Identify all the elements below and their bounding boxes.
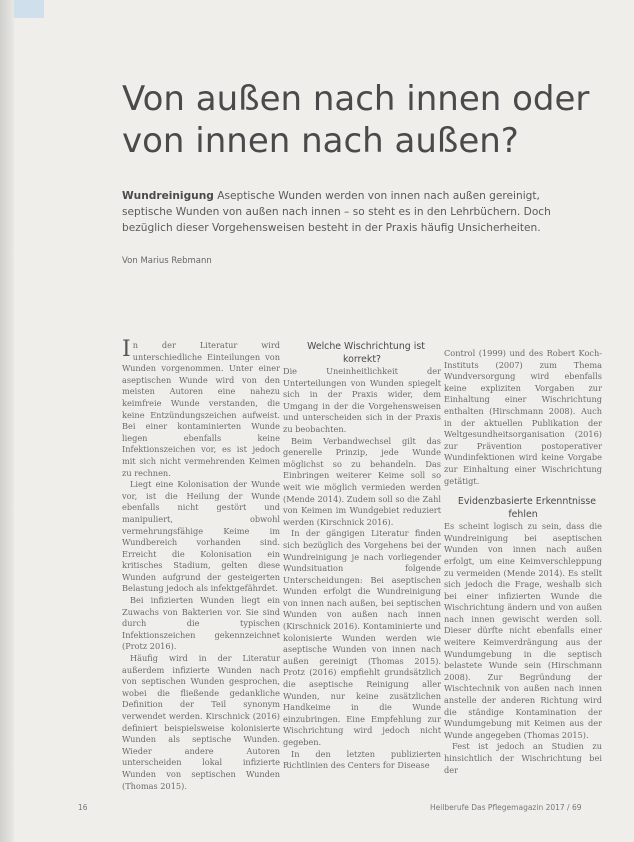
paragraph: Häufig wird in der Literatur außerdem infizierte Wunden nach von septischen Wunden gesprochen, wobei die fließende gedankliche Definition der Teil synonym verwendet werden. Kirschnick (2016) definiert beispielsweise kolonisierte Wunden als septische Wunden. Wieder andere Autoren unterscheiden lokal infizierte Wunden von septischen Wunden (Thomas 2015). xyxy=(122,653,280,791)
paragraph: Control (1999) und des Robert Koch-Instituts (2007) zum Thema Wundversorgung wird ebenfalls keine expliziten Vorgaben zur Einhaltung einer Wischrichtung enthalten (Hirschmann 2008). Auch in der aktuellen Publikation der Weltgesundheitsorganisation (2016) zur Prävention postoperativer Wundinfektionen wird keine Vorgabe zur Einhaltung einer Wischrichtung getätigt. xyxy=(444,348,602,486)
paragraph xyxy=(122,337,280,479)
column-3 xyxy=(444,348,602,776)
subheading: Evidenzbasierte Erkenntnisse fehlen xyxy=(457,496,597,521)
subheading: Welche Wischrichtung ist korrekt? xyxy=(307,341,425,365)
paragraph: In der gängigen Literatur finden sich bezüglich des Vorgehens bei der Wundreinigung je nach vorliegender Wundsituation folgende Unterscheidungen: Bei aseptischen Wunden erfolgt die Wundreinigung von innen nach außen, bei septischen Wunden von außen nach innen (Kirschnick 2016). Kontaminierte und kolonisierte Wunden werden wie aseptische Wunden von innen nach außen gereinigt (Thomas 2015). Protz (2016) empfiehlt grundsätzlich die aseptische Reinigung aller Wunden, nur keine zusätzlichen Handkeime in die Wunde einzubringen. Eine Empfehlung zur Wischrichtung wird jedoch nicht gegeben. xyxy=(283,528,441,747)
paragraph: Fest ist jedoch an Studien zu hinsichtlich der Wischrichtung bei der xyxy=(444,741,602,775)
paragraph: In den letzten publizierten Richtlinien des Centers for Disease xyxy=(283,748,441,771)
article-lead xyxy=(122,188,592,236)
lead-text: Aseptische Wunden werden von innen nach außen gereinigt, septische Wunden von außen nach innen – so steht es in den Lehrbüchern. Doch bezüglich dieser Vorgehensweisen besteht in der Praxis häufig Unsicherheiten. xyxy=(122,190,551,234)
author-byline: Von Marius Rebmann xyxy=(122,256,212,266)
page-number: 16 xyxy=(78,803,88,812)
title-line-1: Von außen nach innen oder xyxy=(122,79,590,119)
paragraph-text: n der Literatur wird unterschiedliche Einteilungen von Wunden vorgenommen. Unter einer aseptischen Wunde wird von den meisten Autoren eine nahezu keimfreie Wunde verstanden, die keine Entzündungszeichen aufweist. Bei einer kontaminierten Wunde liegen ebenfalls keine Infektionszeichen vor, es ist jedoch mit sich nicht vermehrenden Keimen zu rechnen. xyxy=(122,340,280,478)
journal-footer: Heilberufe Das Pflegemagazin 2017 / 69 xyxy=(430,803,582,812)
article-title xyxy=(122,78,602,162)
lead-keyword: Wundreinigung xyxy=(122,190,214,202)
paragraph: Beim Verbandwechsel gilt das generelle Prinzip, jede Wunde möglichst so zu behandeln. Das Einbringen weiterer Keime soll so weit wie möglich vermieden werden (Mende 2014). Zudem soll so die Zahl von Keimen im Wundgebiet reduziert werden (Kirschnick 2016). xyxy=(283,435,441,527)
page-binding-edge xyxy=(0,0,14,842)
paragraph: Die Uneinheitlichkeit der Unterteilungen von Wunden spiegelt sich in der Praxis wider, dem Umgang in der die Vorgehensweisen und unterscheiden sich in der Praxis zu beobachten. xyxy=(283,366,441,434)
column-2 xyxy=(283,340,441,772)
paragraph: Es scheint logisch zu sein, dass die Wundreinigung bei aseptischen Wunden von innen nach außen erfolgt, um eine Keimverschleppung zu vermeiden (Mende 2014). Es stellt sich jedoch die Frage, weshalb sich bei einer infizierten Wunde die Wischrichtung ändern und von außen nach innen gewischt werden soll. Dieser dürfte nicht ebenfalls einer weitere Keimverdrängung aus der Wundumgebung in die septisch belastete Wunde sein (Hirschmann 2008). Zur Begründung der Wischtechnik von außen nach innen anstelle der anderen Richtung wird die ständige Kontamination der Wundumgebung mit Keimen aus der Wunde angegeben (Thomas 2015). xyxy=(444,521,602,740)
column-1 xyxy=(122,337,280,792)
title-line-2: von innen nach außen? xyxy=(122,121,519,161)
corner-tab xyxy=(14,0,44,18)
drop-cap: I xyxy=(122,337,131,362)
paragraph: Liegt eine Kolonisation der Wunde vor, ist die Heilung der Wunde ebenfalls nicht gestört und manipuliert, obwohl vermehrungsfähige Keime im Wundbereich vorhanden sind. Erreicht die Kolonisation ein kritisches Stadium, gelten diese Wunden aufgrund der gesteigerten Belastung jedoch als infektgefährdet. xyxy=(122,479,280,594)
paragraph: Bei infizierten Wunden liegt ein Zuwachs von Bakterien vor. Sie sind durch die typischen Infektionszeichen gekennzeichnet (Protz 2016). xyxy=(122,595,280,652)
